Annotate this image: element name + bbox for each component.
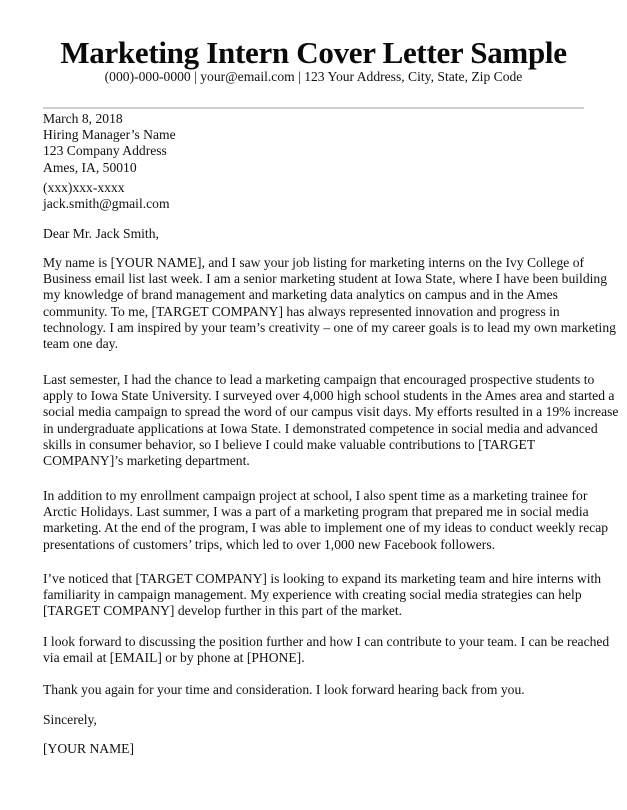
recipient-name: Hiring Manager’s Name (43, 127, 176, 143)
recipient-block (43, 111, 603, 176)
paragraph-line: familiarity in campaign management. My experience with creating social media strategies can help (43, 587, 582, 603)
paragraph-line: In addition to my enrollment campaign project at school, I also spent time as a marketing trainee for (43, 488, 588, 503)
letter-date: March 8, 2018 (43, 111, 123, 126)
paragraph-line: via email at [EMAIL] or by phone at [PHONE]. (43, 650, 305, 666)
paragraph-line: community. To me, [TARGET COMPANY] has always represented innovation and progress in (43, 303, 560, 319)
body-paragraph-4 (43, 571, 603, 620)
paragraph-line: apply to Iowa State University. I surveyed over 4,000 high school students in the Ames area and started a (43, 388, 615, 404)
salutation-text: Dear Mr. Jack Smith, (43, 226, 159, 241)
recipient-address: 123 Company Address (43, 143, 167, 159)
body-paragraph-3 (43, 488, 609, 553)
contact-block (43, 180, 603, 212)
paragraph-line: in undergraduate applications at Iowa State. I demonstrated competence in social media and advanced (43, 420, 598, 436)
paragraph-line: technology. I am inspired by your team’s creativity – one of my career goals is to lead my own marketing (43, 319, 616, 335)
closing (43, 712, 603, 728)
closing-text: Sincerely, (43, 712, 97, 727)
body-paragraph-1 (43, 255, 616, 352)
signature-name: [YOUR NAME] (43, 741, 134, 756)
paragraph-line: Thank you again for your time and consideration. I look forward hearing back from you. (43, 682, 525, 697)
paragraph-line: My name is [YOUR NAME], and I saw your job listing for marketing interns on the Ivy College of (43, 255, 585, 270)
paragraph-line: COMPANY]’s marketing department. (43, 453, 250, 469)
salutation (43, 226, 603, 242)
header-divider (43, 107, 584, 109)
paragraph-line: marketing. At the end of the program, I was able to implement one of my ideas to conduct weekly recap (43, 520, 609, 536)
paragraph-line: presentations of customers’ trips, which led to over 1,000 new Facebook followers. (43, 536, 496, 552)
paragraph-line: Arctic Holidays. Last summer, I was a part of a marketing program that prepared me in social media (43, 504, 589, 520)
paragraph-line: I look forward to discussing the position further and how I can contribute to your team. I can be reached (43, 634, 610, 649)
paragraph-line: my knowledge of brand management and marketing data analytics on campus and in the Ames (43, 287, 558, 303)
paragraph-line: social media campaign to spread the word of our campus visit days. My efforts resulted in a 19% increase (43, 404, 619, 420)
body-paragraph-5 (43, 634, 610, 666)
signature (43, 741, 603, 757)
paragraph-line: Business email list last week. I am a senior marketing student at Iowa State, where I have been building (43, 271, 607, 287)
letter-title: Marketing Intern Cover Letter Sample (60, 35, 567, 70)
paragraph-line: [TARGET COMPANY] develop further in this part of the market. (43, 603, 403, 619)
paragraph-line: I’ve noticed that [TARGET COMPANY] is looking to expand its marketing team and hire interns with (43, 571, 602, 586)
recipient-email: jack.smith@gmail.com (43, 196, 170, 212)
paragraph-line: team one day. (43, 336, 118, 352)
body-paragraph-6 (43, 682, 603, 698)
contact-line: (000)-000-0000 | your@email.com | 123 Your Address, City, State, Zip Code (104, 69, 523, 84)
recipient-city: Ames, IA, 50010 (43, 159, 137, 175)
paragraph-line: Last semester, I had the chance to lead a marketing campaign that encouraged prospective students to (43, 372, 595, 387)
paragraph-line: skills in consumer behavior, so I believe I could make valuable contributions to [TARGET (43, 436, 536, 452)
recipient-phone: (xxx)xxx-xxxx (43, 180, 125, 195)
body-paragraph-2 (43, 372, 619, 469)
